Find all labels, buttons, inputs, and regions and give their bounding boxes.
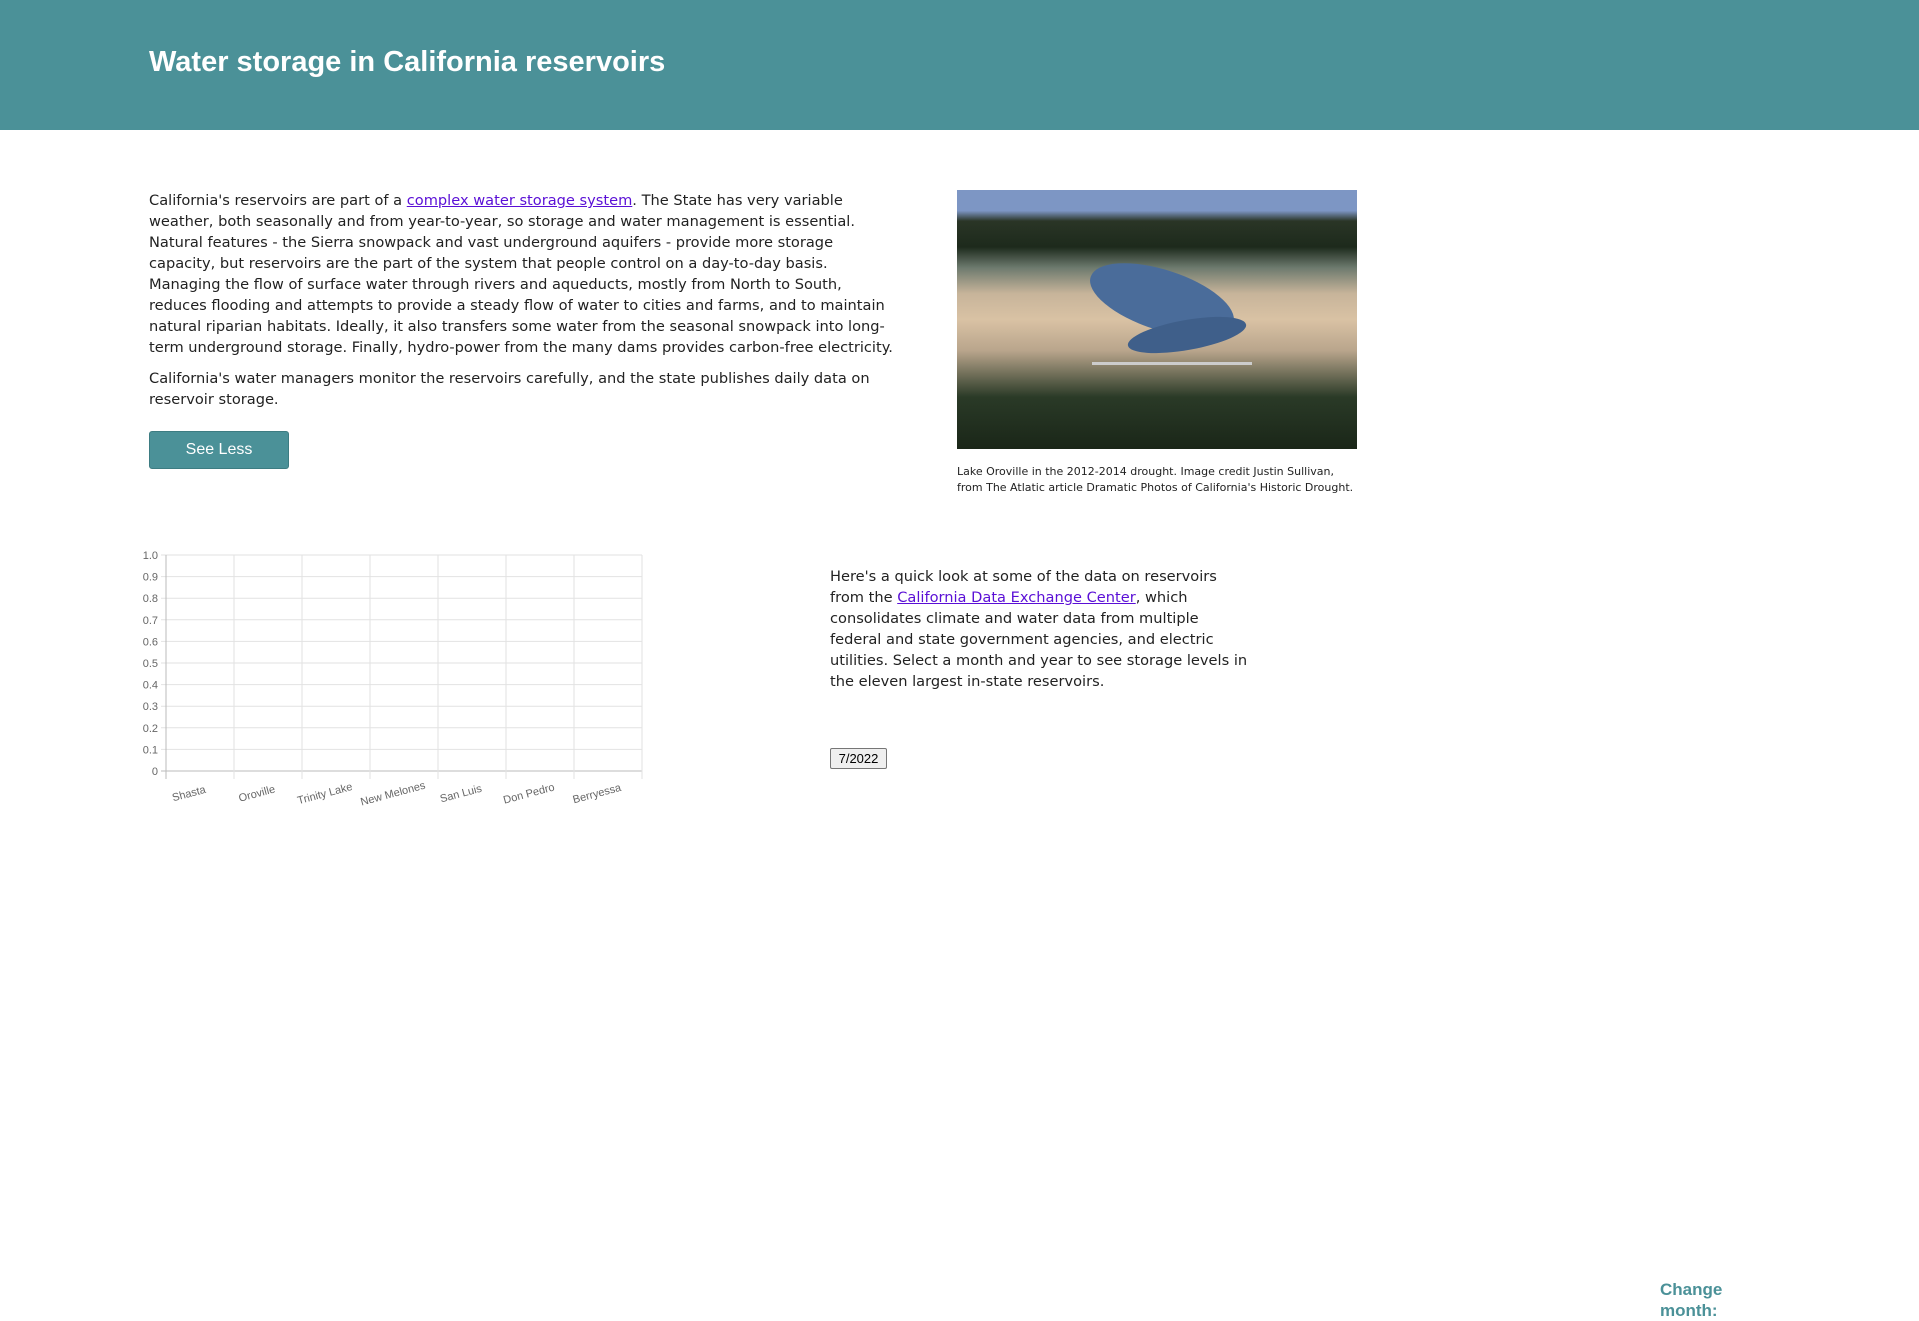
page-title: Water storage in California reservoirs [149, 46, 666, 78]
x-tick-label: New Melones [359, 779, 427, 809]
month-select-button[interactable]: 7/2022 [830, 748, 887, 769]
reservoir-storage-chart [130, 540, 710, 830]
y-tick-label: 0.5 [142, 658, 158, 670]
intro-text [149, 190, 894, 420]
side-text-part: Here's a quick look at some of the data on reservoirs from the [830, 568, 1217, 606]
y-tick-label: 1.0 [142, 550, 158, 562]
y-tick-label: 0.8 [142, 593, 158, 606]
y-tick-label: 0.6 [142, 636, 158, 649]
page-header [0, 0, 1919, 130]
y-tick-label: 0.4 [142, 679, 158, 692]
data-description [830, 566, 1250, 692]
y-tick-label: 0 [151, 766, 158, 778]
x-tick-label: San Luis [438, 782, 484, 806]
y-tick-label: 0.2 [142, 722, 158, 735]
see-less-button[interactable]: See Less [149, 431, 289, 469]
x-tick-label: Oroville [237, 783, 277, 805]
y-tick-label: 0.7 [142, 614, 158, 627]
side-text-part: , which consolidates climate and water data from multiple federal and state government agencies, and electric utilities. Select a month and year to see storage levels in the eleven largest in-state reservoirs. [830, 589, 1248, 690]
intro-paragraph-2: California's water managers monitor the reservoirs carefully, and the state publishes daily data on reservoir storage. [149, 370, 870, 408]
complex-water-storage-link[interactable]: complex water storage system [406, 192, 633, 209]
x-tick-label: Berryessa [571, 781, 623, 807]
y-tick-label: 0.3 [142, 701, 158, 714]
intro-text-part: . The State has very variable weather, both seasonally and from year-to-year, so storage and water management is essential. Natural features - the Sierra snowpack and vast underground aquifers - provide more storage capacity, but reservoirs are the part of the system that people control on a day-to-day basis. Managing the flow of surface water through rivers and aqueducts, mostly from North to South, reduces flooding and attempts to provide a steady flow of water to cities and farms, and to maintain natural riparian habitats. Ideally, it also transfers some water from the seasonal snowpack into long-term underground storage. Finally, hydro-power from the many dams provides carbon-free electricity. [149, 192, 893, 356]
x-tick-label: Trinity Lake [296, 781, 354, 808]
lake-oroville-photo [957, 190, 1357, 449]
y-tick-label: 0.9 [142, 571, 158, 584]
photo-bridge [1092, 362, 1252, 365]
intro-text-part: California's reservoirs are part of a [149, 192, 407, 209]
y-tick-label: 0.1 [142, 744, 158, 757]
cdec-link[interactable]: California Data Exchange Center [897, 589, 1136, 606]
intro-paragraph-1 [149, 190, 894, 358]
x-tick-label: Don Pedro [502, 781, 556, 807]
photo-caption: Lake Oroville in the 2012-2014 drought. Image credit Justin Sullivan, from The Atlatic article Dramatic Photos of California's Historic Drought. [957, 465, 1354, 494]
x-tick-label: Shasta [170, 783, 208, 805]
change-month-heading: Change month: [1660, 1280, 1723, 1320]
